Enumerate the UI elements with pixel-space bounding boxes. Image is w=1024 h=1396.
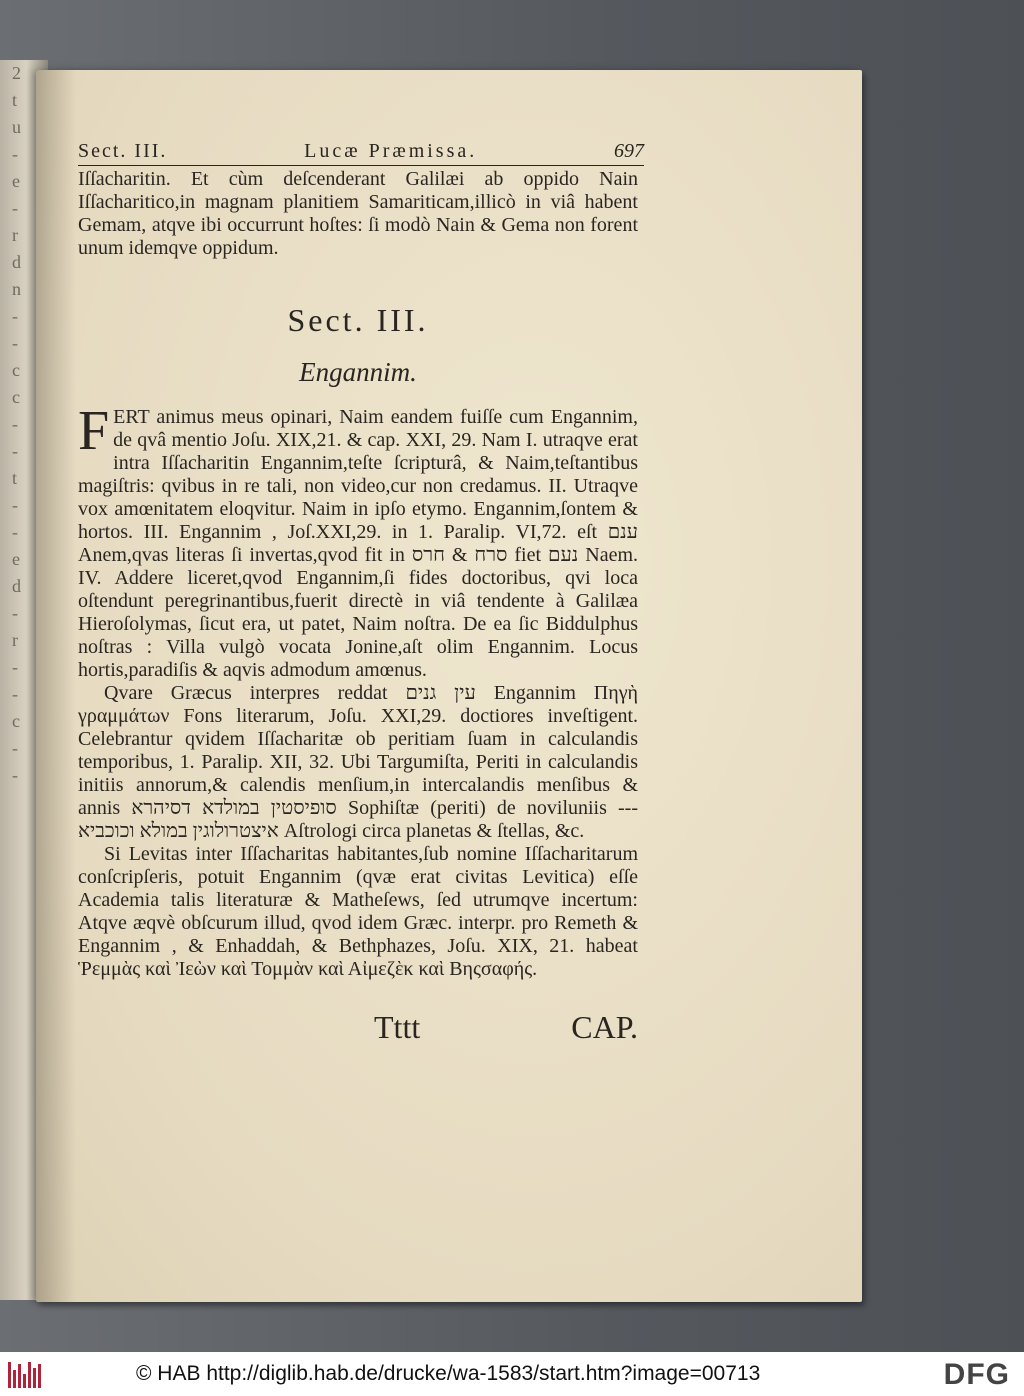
intro-paragraph: Iſſacharitin. Et cùm deſcenderant Galilæi ab oppido Nain Iſſacharitico,in magnam planitiem Samariticam,illicò in viâ habent Gemam, atqve ibi occurrunt hoſtes: ſi modò Nain & Gema non forent unum idemqve oppidum. — [78, 168, 638, 259]
left-page-fragment: 2 — [12, 63, 21, 83]
left-page-fragment: c — [12, 387, 20, 407]
section-title: Sect. III. — [287, 302, 429, 338]
catchword: CAP. — [571, 1009, 638, 1045]
left-page-fragment: - — [12, 495, 18, 515]
paragraph-3: Si Levitas inter Iſſacharitas habitantes,ſub nomine Iſſacharitarum conſcripſeris, potuit Engannim (qvæ erat civitas Levitica) eſſe Academia talis literaturæ & Matheſews, ſed utrumqve incertum: Atqve æqvè obſcurum illud, qvod idem Græc. interpr. pro Remeth & Engannim , & Enhaddah, & Bethphazes, Joſu. XIX, 21. habeat Ῥεμμὰς καὶ Ἰεὼν καὶ Τομμὰν καὶ Αἰμεζὲκ καὶ Βηςσαφής. — [78, 843, 638, 980]
left-page-fragment: t — [12, 468, 18, 488]
section-subtitle: Engannim. — [299, 357, 417, 387]
left-page-fragment: - — [12, 765, 18, 785]
left-page-fragment: - — [12, 603, 18, 623]
left-page-fragment: u — [12, 117, 21, 137]
left-page-fragment: e — [12, 549, 20, 569]
paragraph-2: Qvare Græcus interpres reddat עין גנים Engannim Πηγὴ γραμμάτων Fons literarum, Joſu. XXI,29. doctiores inveſtigent. Celebrantur qvidem Iſſacharitæ ob peritiam ſuam in calculandis temporibus, 1. Paralip. XII, 32. Ubi Targumiſta, Periti in calculandis initiis annorum,& calendis menſium,in intercalandis menſibus & annis סופיסטין במולדא דסיהרא Sophiſtæ (periti) de noviluniis --- איצטרולוגין במולא וכוכביא Aſtrologi circa planetas & ſtellas, &c. — [78, 682, 639, 842]
paragraph-1: FERT animus meus opinari, Naim eandem fuiſſe cum Engannim, de qvâ mentio Joſu. XIX,21. & cap. XXI, 29. Nam I. utraqve erat intra Iſſacharitin Engannim,teſte ſcripturâ, & Naim,teſtantibus magiſtris: qvibus in re tali, non video,cur non credamus. II. Utraqve vox amœnitatem eloqvitur. Naim in ipſo etymo. Engannim,ſontem & hortos. III. Engannim , Joſ.XXI,29. in 1. Paralip. VI,72. eſt ענם Anem,qvas literas ſi invertas,qvod fit in סרח & חרס fiet נעם Naem. IV. Addere liceret,qvod Engannim,ſi fides doctoribus, qvi loca oſtendunt peregrinantibus,fuerit directè in viâ tendente à Galilæa Hieroſolymas, ſicut era, ut patet, Naim noſtra. De ea ſic Biddulphus noſtras : Villa vulgò vocata Jonine,aſt olim Engannim. Locus hortis,paradiſis & aqvis admodum amœnus. — [78, 400, 639, 681]
left-page-fragment: d — [12, 576, 21, 596]
left-page-text-fragments — [0, 60, 26, 1300]
running-head-left: Sect. III. — [78, 140, 168, 162]
left-page-fragment: n — [12, 279, 21, 299]
left-page-fragment: d — [12, 252, 21, 272]
footer-copyright-link[interactable]: © HAB http://diglib.hab.de/drucke/wa-1583/start.htm?image=00713 — [136, 1362, 761, 1385]
signature-mark: Tttt — [374, 1009, 421, 1045]
left-page-fragment: t — [12, 90, 18, 110]
left-page-fragment: c — [12, 711, 20, 731]
left-page-fragment: - — [12, 306, 18, 326]
left-page-fragment: r — [12, 225, 18, 245]
catchword-line — [78, 1009, 638, 1046]
left-page-fragment: e — [12, 171, 20, 191]
page-text-block — [78, 140, 644, 1046]
left-page-fragment: c — [12, 360, 20, 380]
left-page-fragment: r — [12, 630, 18, 650]
viewer-footer — [0, 1352, 1024, 1396]
left-page-fragment: - — [12, 333, 18, 353]
page-gutter-shadow — [36, 70, 76, 1302]
page-number: 697 — [613, 140, 644, 162]
left-page-fragment: - — [12, 144, 18, 164]
left-page-fragment: - — [12, 414, 18, 434]
dfg-logo: DFG — [943, 1358, 1010, 1391]
left-page-fragment: - — [12, 441, 18, 461]
left-page-fragment: - — [12, 522, 18, 542]
left-page-fragment: - — [12, 657, 18, 677]
left-page-fragment: - — [12, 738, 18, 758]
running-head-center: Lucæ Præmissa. — [304, 140, 478, 162]
running-head — [78, 140, 644, 166]
hab-barcode-logo-icon — [8, 1360, 46, 1388]
left-page-fragment: - — [12, 684, 18, 704]
left-page-fragment: - — [12, 198, 18, 218]
